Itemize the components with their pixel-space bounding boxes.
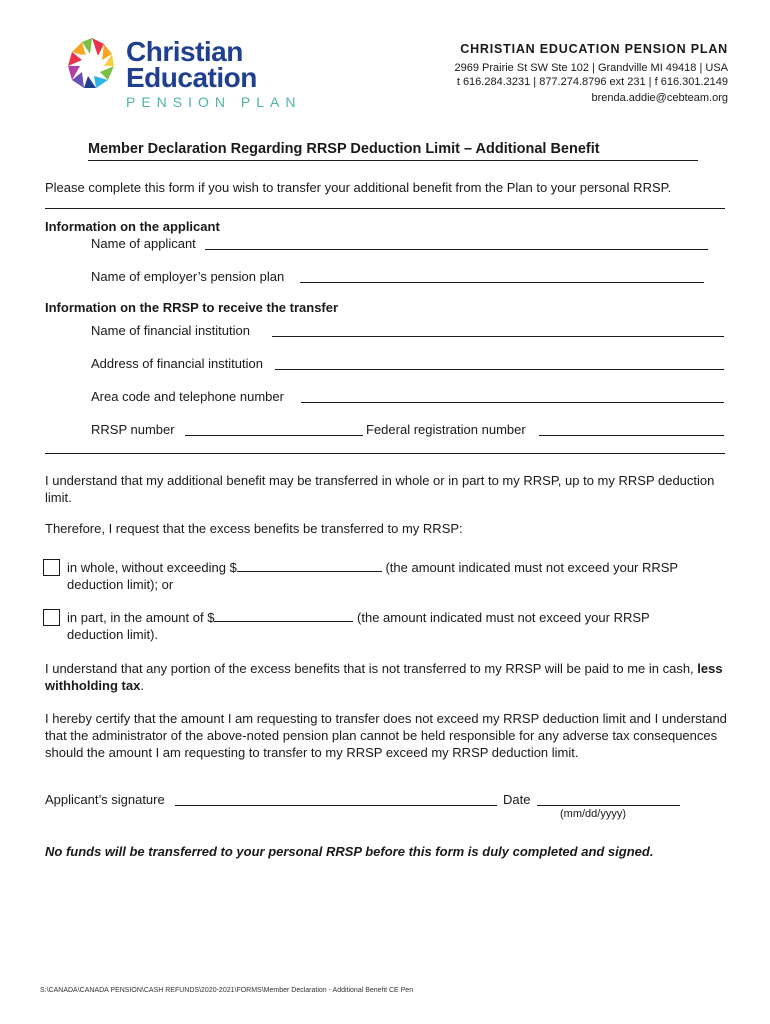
applicant-heading: Information on the applicant [45, 219, 220, 234]
footer-file-path: S:\CANADA\CANADA PENSION\CASH REFUNDS\2020-2021\FORMS\Member Declaration - Additional Benefit CE Pen [40, 987, 414, 994]
part-transfer-option [67, 609, 727, 643]
whole-option-note-line2: deduction limit); or [67, 577, 174, 592]
institution-name-field[interactable] [272, 336, 724, 337]
logo [64, 36, 304, 116]
rrsp-number-label: RRSP number [91, 422, 175, 437]
certification-text: I hereby certify that the amount I am requesting to transfer does not exceed my RRSP deduction limit and I understand that the administrator of the above-noted pension plan cannot be held responsible for any adverse tax consequences should the amount I am requesting to transfer to my RRSP exceed my RRSP deduction limit. [45, 711, 727, 760]
transfer-understanding-text: I understand that my additional benefit may be transferred in whole or in part to my RRSP, up to my RRSP deduction limit. [45, 473, 715, 505]
part-amount-field[interactable] [214, 610, 353, 622]
part-option-note: (the amount indicated must not exceed your RRSP [353, 610, 650, 625]
logo-word-christian: Christian [126, 36, 243, 67]
federal-registration-field[interactable] [539, 435, 724, 436]
withholding-text-bold: less withholding tax [45, 661, 723, 693]
org-email: brenda.addie@cebteam.org [591, 92, 728, 104]
org-address: 2969 Prairie St SW Ste 102 | Grandville MI 49418 | USA [454, 62, 728, 74]
final-notice: No funds will be transferred to your personal RRSP before this form is duly completed and signed. [45, 844, 654, 859]
employer-plan-field[interactable] [300, 282, 704, 283]
date-field[interactable] [537, 805, 680, 806]
withholding-tax-text [45, 660, 735, 694]
institution-address-field[interactable] [275, 369, 724, 370]
whole-amount-field[interactable] [237, 560, 382, 572]
whole-option-note: (the amount indicated must not exceed your RRSP [381, 560, 679, 575]
signature-field[interactable] [175, 805, 497, 806]
applicant-name-label: Name of applicant [91, 236, 196, 251]
applicant-name-field[interactable] [205, 249, 708, 250]
maple-leaf-logo-icon [64, 36, 120, 92]
divider [45, 208, 725, 209]
logo-word-education: Education [126, 62, 257, 93]
date-format-hint: (mm/dd/yyyy) [560, 808, 626, 820]
withholding-text-end: . [140, 678, 144, 693]
intro-text: Please complete this form if you wish to transfer your additional benefit from the Plan to your personal RRSP. [45, 180, 672, 195]
phone-label: Area code and telephone number [91, 389, 284, 404]
logo-tagline: PENSION PLAN [126, 94, 302, 110]
form-title: Member Declaration Regarding RRSP Deduction Limit – Additional Benefit [88, 141, 600, 157]
part-option-text: in part, in the amount of $ [67, 610, 215, 625]
whole-option-text: in whole, without exceeding $ [67, 560, 237, 575]
date-label: Date [503, 792, 531, 807]
rrsp-number-field[interactable] [185, 435, 363, 436]
whole-transfer-option [67, 559, 727, 593]
part-transfer-checkbox[interactable] [43, 609, 60, 626]
org-name: CHRISTIAN EDUCATION PENSION PLAN [460, 42, 728, 56]
institution-name-label: Name of financial institution [91, 323, 250, 338]
federal-registration-label: Federal registration number [366, 422, 526, 437]
transfer-request-text: Therefore, I request that the excess benefits be transferred to my RRSP: [45, 521, 463, 536]
employer-plan-label: Name of employer’s pension plan [91, 269, 285, 284]
divider [45, 453, 725, 454]
withholding-text-start: I understand that any portion of the excess benefits that is not transferred to my RRSP will be paid to me in cash, [45, 661, 698, 676]
part-option-note-line2: deduction limit). [67, 627, 159, 642]
institution-address-label: Address of financial institution [91, 356, 263, 371]
rrsp-heading: Information on the RRSP to receive the transfer [45, 300, 339, 315]
org-phones: t 616.284.3231 | 877.274.8796 ext 231 | f 616.301.2149 [456, 76, 728, 88]
phone-field[interactable] [301, 402, 724, 403]
whole-transfer-checkbox[interactable] [43, 559, 60, 576]
signature-label: Applicant’s signature [45, 792, 165, 807]
title-underline [88, 160, 698, 161]
